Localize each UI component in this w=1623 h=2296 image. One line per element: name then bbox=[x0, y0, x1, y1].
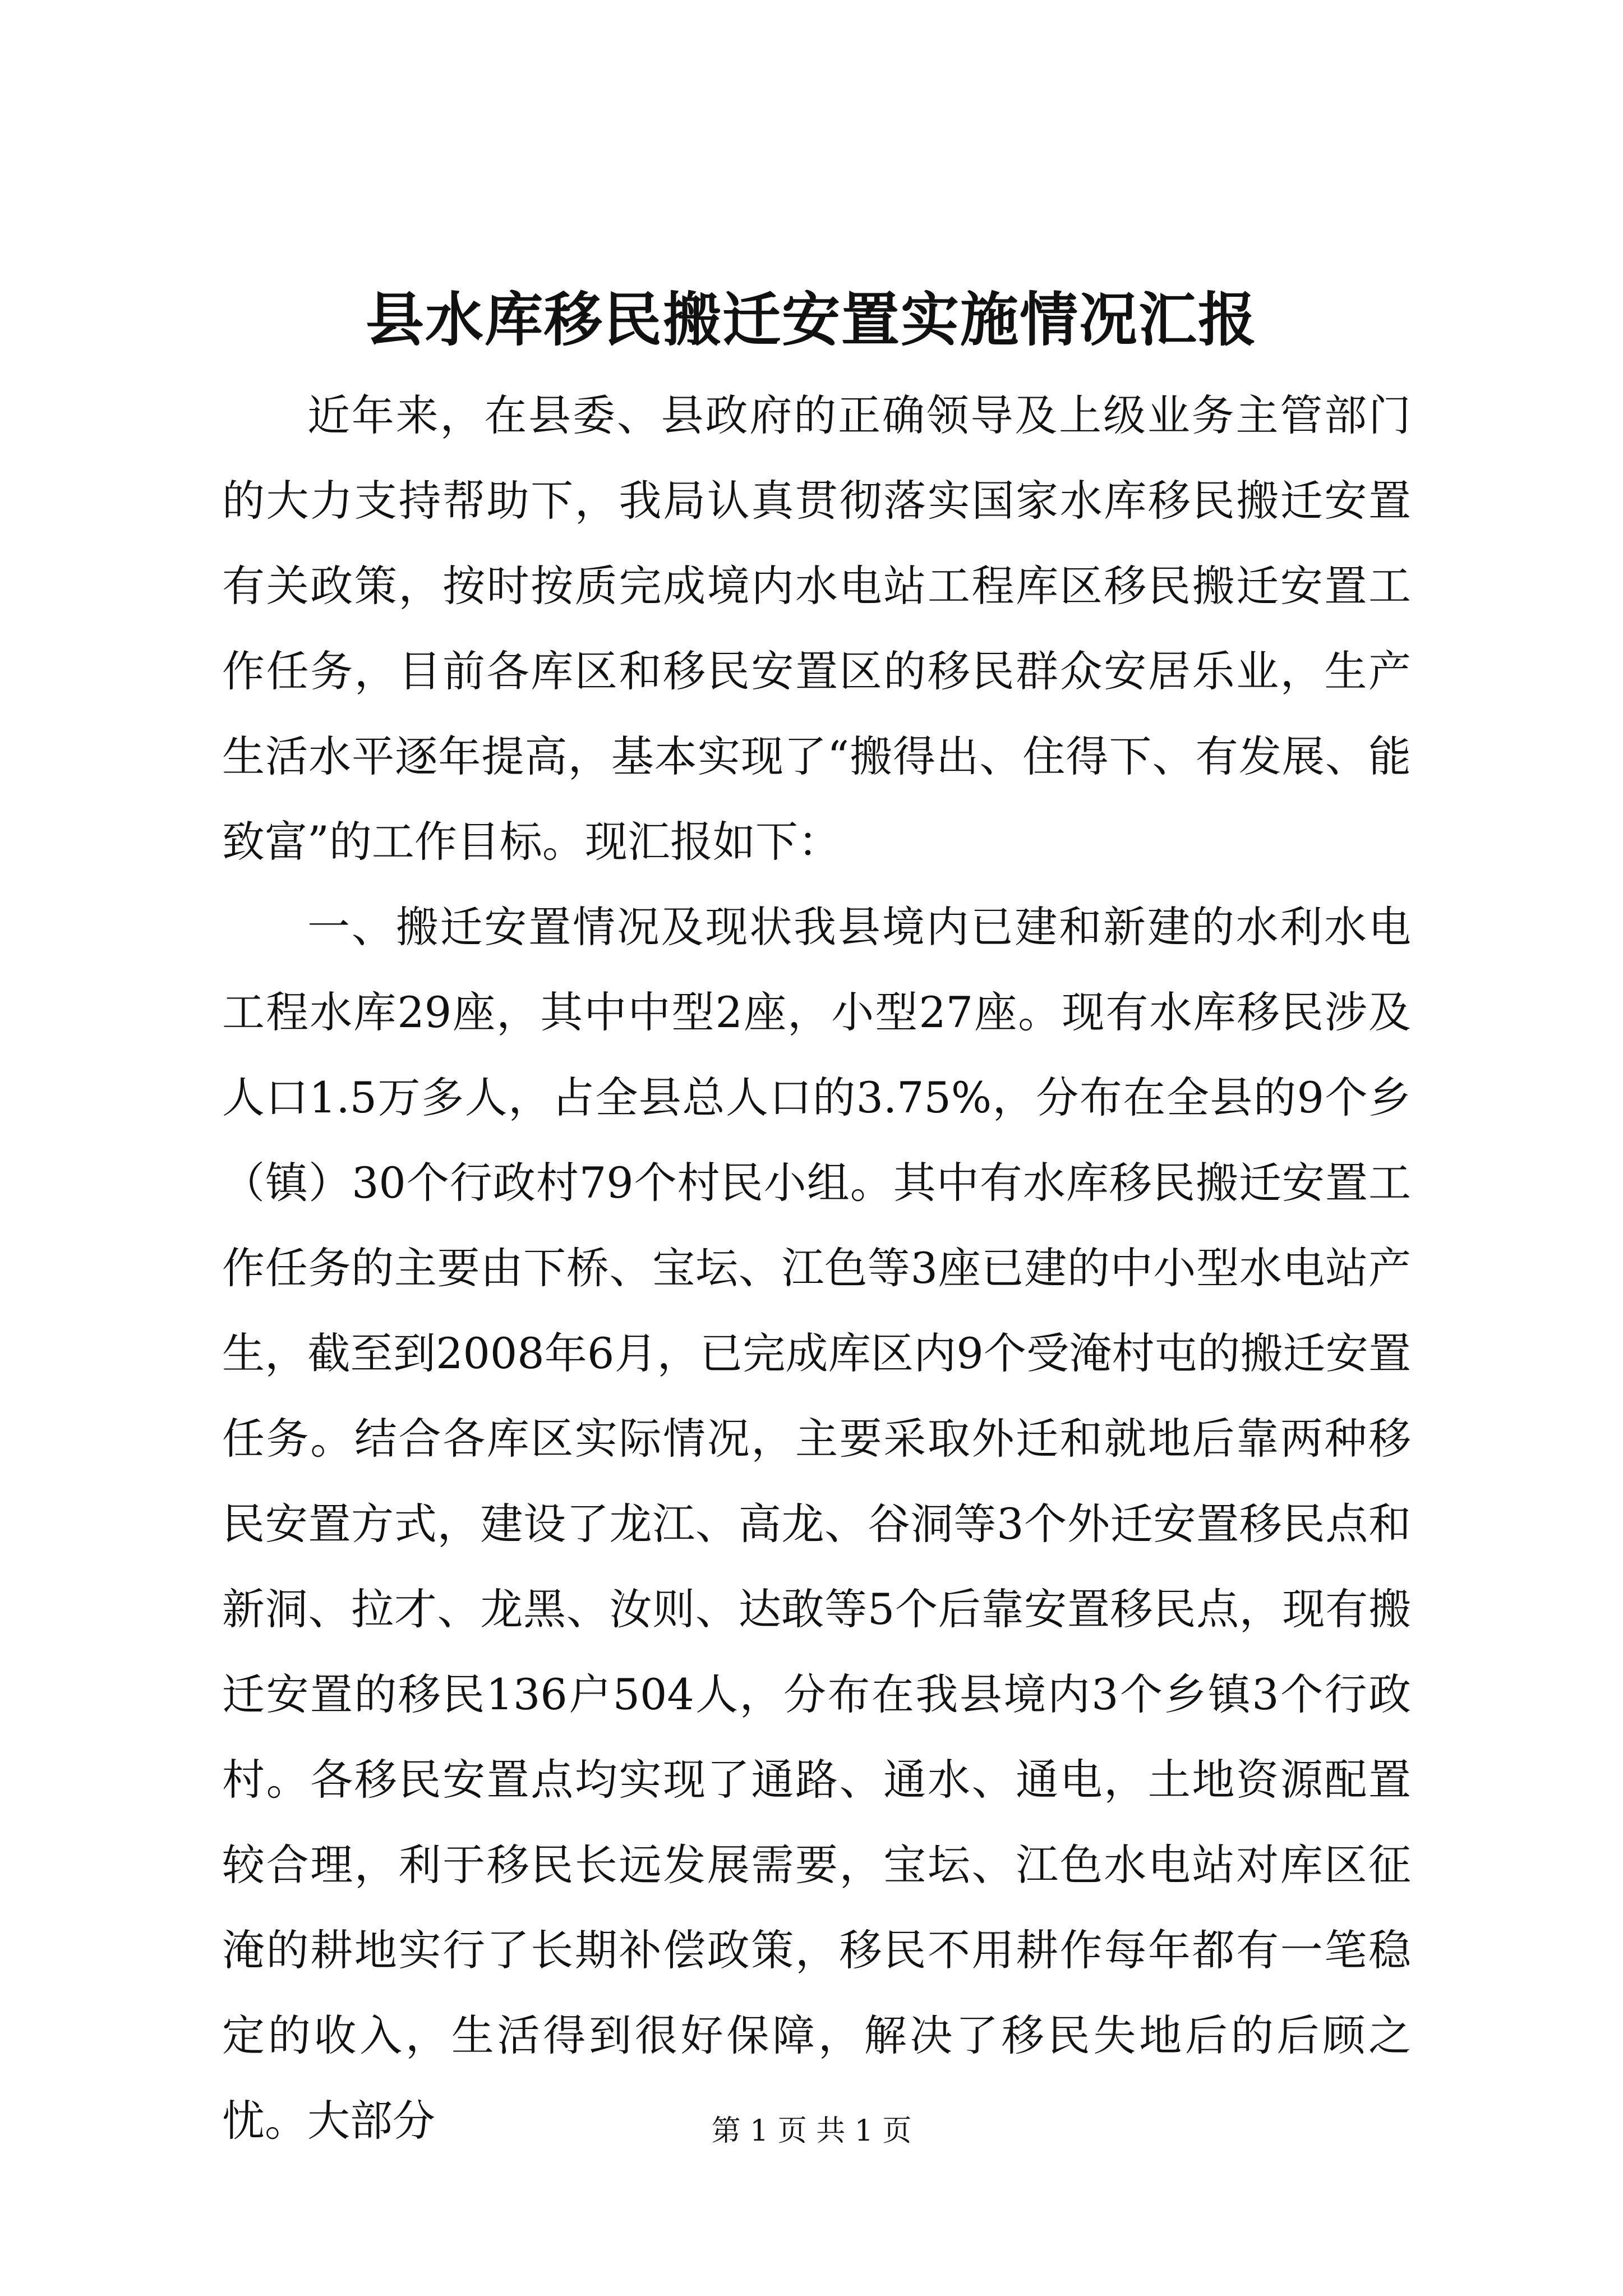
paragraph-section-1: 一、搬迁安置情况及现状我县境内已建和新建的水利水电工程水库29座，其中中型2座，小型27座。现有水库移民涉及人口1.5万多人，占全县总人口的3.75%，分布在全县的9个乡（镇）30个行政村79个村民小组。其中有水库移民搬迁安置工作任务的主要由下桥、宝坛、江色等3座已建的中小型水电站产生，截至到2008年6月，已完成库区内9个受淹村屯的搬迁安置任务。结合各库区实际情况，主要采取外迁和就地后靠两种移民安置方式，建设了龙江、高龙、谷洞等3个外迁安置移民点和新洞、拉才、龙黑、汝则、达敢等5个后靠安置移民点，现有搬迁安置的移民136户504人，分布在我县境内3个乡镇3个行政村。各移民安置点均实现了通路、通水、通电，土地资源配置较合理，利于移民长远发展需要，宝坛、江色水电站对库区征淹的耕地实行了长期补偿政策，移民不用耕作每年都有一笔稳定的收入，生活得到很好保障，解决了移民失地后的后顾之忧。大部分 bbox=[222, 902, 1411, 2146]
page-footer: 第 1 页 共 1 页 bbox=[711, 2114, 912, 2148]
document-body bbox=[222, 373, 1411, 2164]
document-title: 县水库移民搬迁安置实施情况汇报 bbox=[365, 285, 1257, 354]
paragraph-intro: 近年来，在县委、县政府的正确领导及上级业务主管部门的大力支持帮助下，我局认真贯彻落实国家水库移民搬迁安置有关政策，按时按质完成境内水电站工程库区移民搬迁安置工作任务，目前各库区和移民安置区的移民群众安居乐业，生产生活水平逐年提高，基本实现了“搬得出、住得下、有发展、能致富”的工作目标。现汇报如下： bbox=[222, 390, 1411, 867]
